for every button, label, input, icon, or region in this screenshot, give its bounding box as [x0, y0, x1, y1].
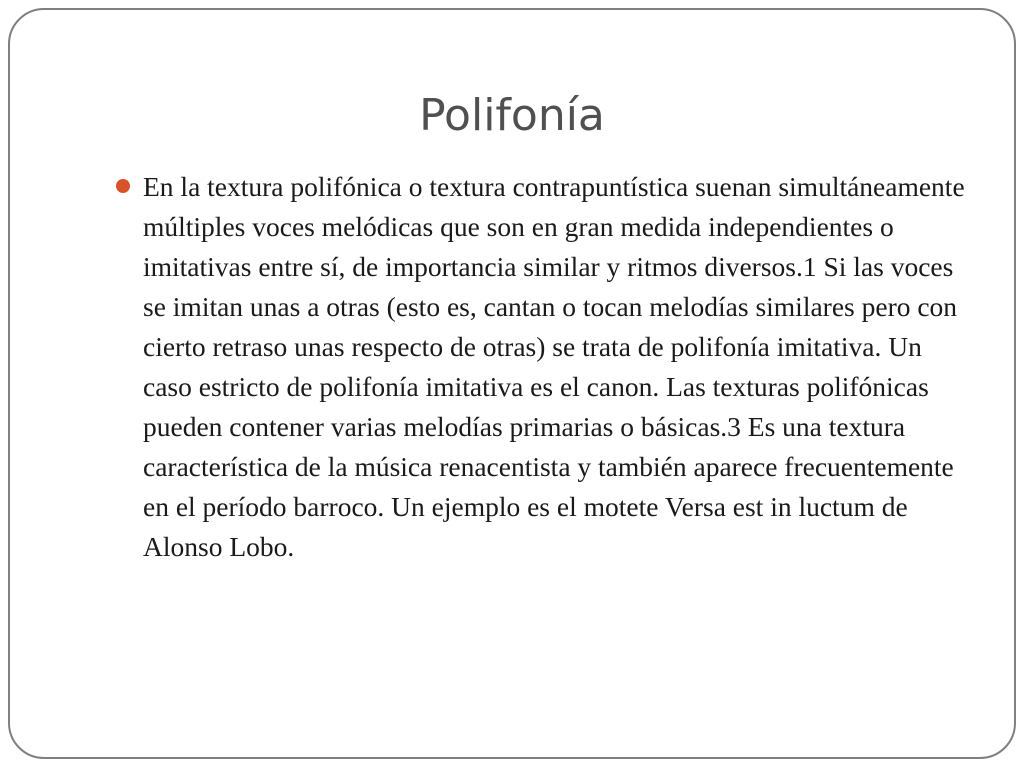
bullet-dot-icon: [116, 179, 130, 193]
bullet-item: [143, 167, 973, 567]
slide-title: Polifonía: [419, 90, 605, 141]
bullet-text: En la textura polifónica o textura contrapuntística suenan simultáneamente múltiples voces melódicas que son en gran medida independientes o imitativas entre sí, de importancia similar y ritmos diversos.1 Si las voces se imitan unas a otras (esto es, cantan o tocan melodías similares pero con cierto retraso unas respecto de otras) se trata de polifonía imitativa. Un caso estricto de polifonía imitativa es el canon. Las texturas polifónicas pueden contener varias melodías primarias o básicas.3 Es una textura característica de la música renacentista y también aparece frecuentemente en el período barroco. Un ejemplo es el motete Versa est in luctum de Alonso Lobo.: [143, 171, 965, 562]
